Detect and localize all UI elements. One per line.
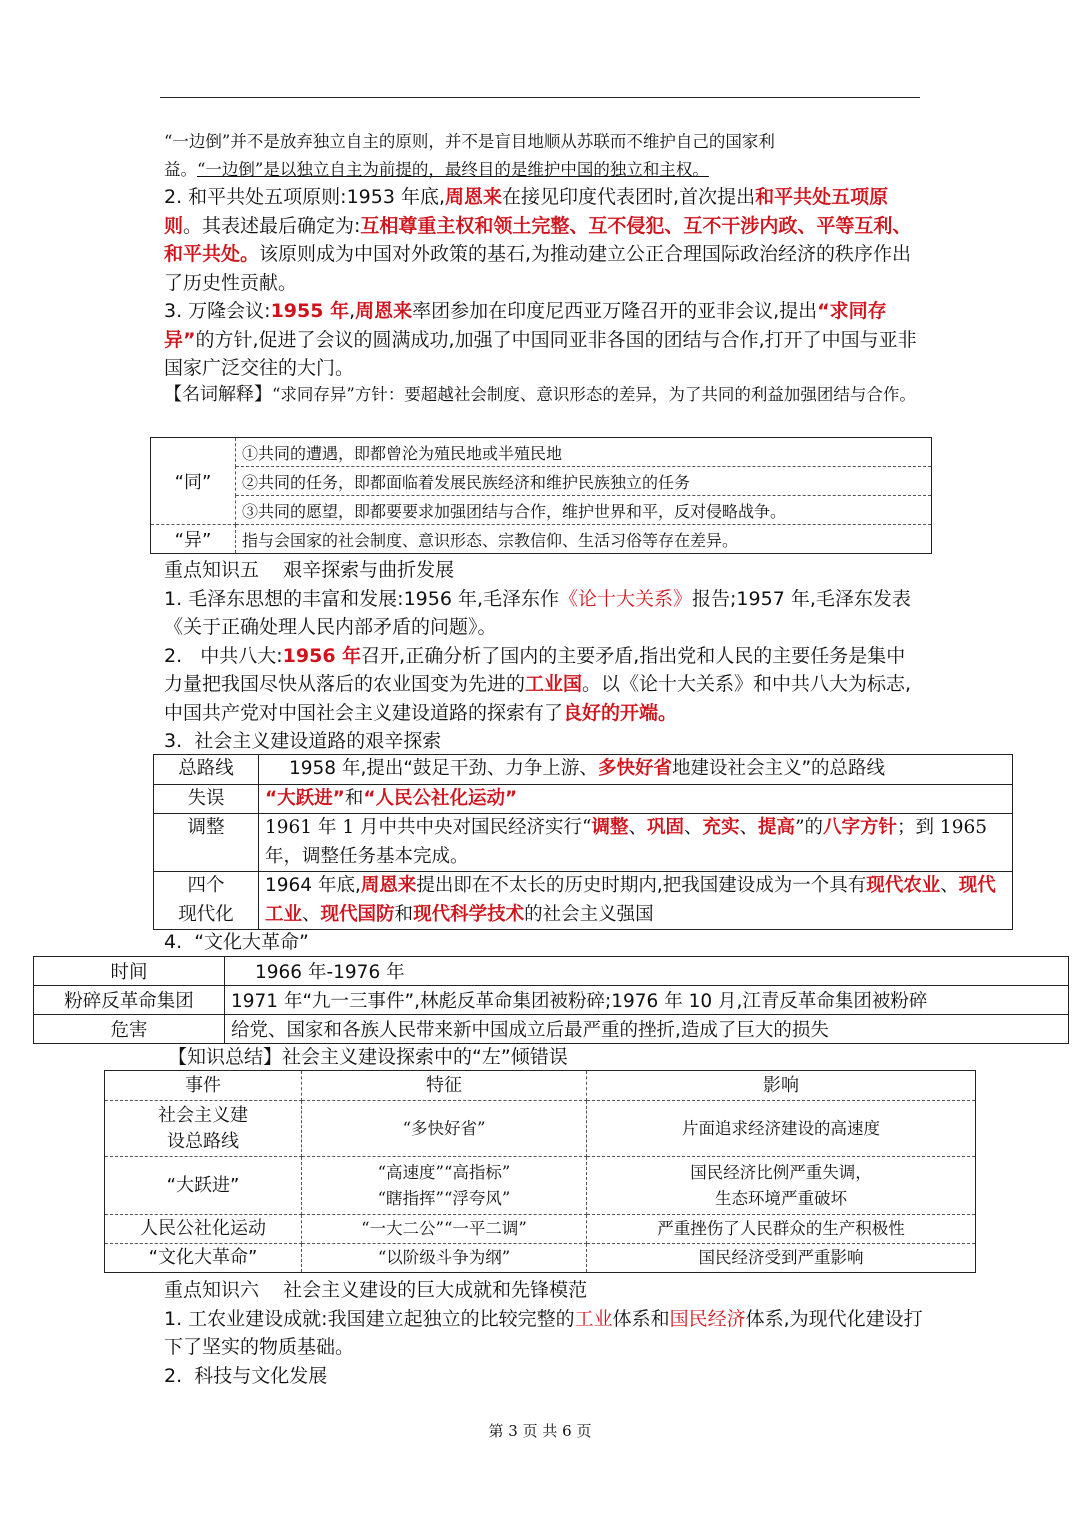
row-header: 时间 <box>34 957 225 986</box>
highlight: 周恩来 <box>360 875 417 896</box>
section-five <box>164 556 924 756</box>
highlight: 《论十大关系》 <box>559 587 693 610</box>
term-label: 【名词解释】 <box>164 384 272 405</box>
highlight: “求同存异” <box>164 300 887 351</box>
table-row <box>151 438 932 467</box>
text: “瞎指挥”“浮夸风” <box>377 1188 511 1208</box>
row-header <box>154 872 259 930</box>
table-row <box>154 784 1013 814</box>
highlight: 1955 年 <box>270 300 350 322</box>
text: 的社会主义强国 <box>524 903 654 925</box>
section-six <box>164 1276 924 1390</box>
table-cell <box>587 1157 976 1215</box>
cultural-revolution-table <box>33 956 1069 1044</box>
term-explanation <box>164 381 924 409</box>
text: 四个 <box>187 875 225 896</box>
text: 该原则成为中国对外政策的基石,为推动建立公正合理国际政治经济的秩序作出了历史性贡献。 <box>164 243 912 294</box>
highlight: 八字方针 <box>823 817 898 838</box>
table-row <box>151 467 932 496</box>
text: 2. 中共八大: <box>164 644 283 667</box>
text: , <box>349 300 356 322</box>
highlight: 和平共处五项原则 <box>164 186 889 237</box>
table-cell: “以阶级斗争为纲” <box>302 1244 587 1273</box>
table-cell: 1971 年“九一三事件”,林彪反革命集团被粉碎;1976 年 10 月,江青反革命集团被粉碎 <box>225 986 1069 1015</box>
table-cell: ③共同的愿望，即都要要求加强团结与合作，维护世界和平，反对侵略战争。 <box>236 496 932 525</box>
text: 3. 万隆会议: <box>164 300 271 322</box>
highlight: 现代工业 <box>265 875 996 925</box>
table-header-row <box>105 1071 976 1101</box>
table-row <box>151 525 932 554</box>
highlight: “大跃进” <box>265 787 345 809</box>
text: 、 <box>302 903 321 925</box>
text: 地建设社会主义”的总路线 <box>671 758 886 779</box>
text: 1964 年底, <box>265 875 361 896</box>
highlight: 互相尊重主权和领土完整、互不侵犯、互不干涉内政、平等互利、和平共处。 <box>164 214 912 265</box>
row-header: 粉碎反革命集团 <box>34 986 225 1015</box>
column-header: 影响 <box>587 1071 976 1101</box>
highlight: 提高 <box>758 817 796 838</box>
highlight: 多快好省 <box>597 758 672 779</box>
text: 生态环境严重破坏 <box>715 1188 847 1208</box>
table-row <box>34 957 1069 986</box>
text: 。以《论十大关系》和中共八大为标志,中国共产党对中国社会主义建设道路的探索有了 <box>164 673 912 724</box>
text: 社会主义建 <box>158 1104 248 1126</box>
yi-header: “异” <box>151 525 236 554</box>
text: 1. 毛泽东思想的丰富和发展:1956 年,毛泽东作 <box>164 587 560 610</box>
text: 报告;1957 年,毛泽东发表《关于正确处理人民内部矛盾的问题》。 <box>164 587 911 638</box>
section-five-title: 重点知识五 艰辛探索与曲折发展 <box>164 559 455 581</box>
text: 国民经济比例严重失调， <box>690 1162 872 1182</box>
text: 设总路线 <box>167 1130 239 1152</box>
text: 。其表述最后确定为: <box>183 214 361 237</box>
table-cell: “大跃进” <box>105 1157 302 1215</box>
table-cell: 严重挫伤了人民群众的生产积极性 <box>587 1215 976 1244</box>
table-row <box>105 1101 976 1157</box>
table-cell: “多快好省” <box>302 1101 587 1157</box>
table-row <box>151 496 932 525</box>
table-cell: ①共同的遭遇，即都曾沦为殖民地或半殖民地 <box>236 438 932 467</box>
text: ；到 1965 年，调整任务基本完成。 <box>265 817 988 867</box>
table-cell: 片面追求经济建设的高速度 <box>587 1101 976 1157</box>
left-errors-table <box>104 1070 976 1273</box>
table-row <box>34 986 1069 1015</box>
highlight: 工业 <box>574 1307 613 1330</box>
table-cell <box>302 1157 587 1215</box>
text: 在接见印度代表团时,首次提出 <box>502 186 756 208</box>
table-cell: 指与会国家的社会制度、意识形态、宗教信仰、生活习俗等存在差异。 <box>242 530 739 550</box>
highlight: 周恩来 <box>355 300 413 322</box>
exploration-table <box>153 754 1013 930</box>
text: 、 <box>940 875 959 896</box>
row-header: 危害 <box>34 1015 225 1044</box>
page-footer: 第 3 页 共 6 页 <box>488 1422 592 1440</box>
text: 的方针,促进了会议的圆满成功,加强了中国同亚非各国的团结与合作,打开了中国与亚非国家广泛交往的大门。 <box>164 328 917 379</box>
tong-header: “同” <box>151 438 236 525</box>
text: 体系和 <box>612 1307 670 1330</box>
term-text: “求同存异”方针：要超越社会制度、意识形态的差异，为了共同的利益加强团结与合作。 <box>272 385 916 404</box>
highlight: 良好的开端。 <box>563 701 678 724</box>
highlight: 1956 年 <box>282 644 362 667</box>
text: 现代化 <box>178 903 234 925</box>
column-header: 特征 <box>302 1071 587 1101</box>
table-cell: ②共同的任务，即都面临着发展民族经济和维护民族独立的任务 <box>236 467 932 496</box>
text: 、 <box>628 817 647 838</box>
text: 、 <box>739 817 759 838</box>
intro-line-1: “一边倒”并不是放弃独立自主的原则，并不是盲目地顺从苏联而不维护自己的国家利 <box>164 132 775 151</box>
table-cell: “文化大革命” <box>105 1244 302 1273</box>
text: 2. 和平共处五项原则:1953 年底, <box>164 186 446 208</box>
intro-line-2a: 益。 <box>164 160 197 179</box>
section-five-item-3: 3. 社会主义建设道路的艰辛探索 <box>164 730 442 752</box>
text: 体系,为现代化建设打下了坚实的物质基础。 <box>164 1307 923 1358</box>
table-cell: 国民经济受到严重影响 <box>587 1244 976 1273</box>
table-row <box>154 814 1013 872</box>
text: ”的 <box>795 817 824 838</box>
table-cell: 人民公社化运动 <box>105 1215 302 1244</box>
table-row <box>154 755 1013 785</box>
table-cell: 1966 年-1976 年 <box>225 957 1069 986</box>
text: 、 <box>684 817 703 838</box>
table-cell <box>259 872 1013 930</box>
highlight: 现代农业 <box>866 875 941 896</box>
text: 和 <box>394 903 414 925</box>
highlight: 工业国 <box>525 673 583 695</box>
section-six-item-2: 2. 科技与文化发展 <box>164 1364 328 1387</box>
table-cell: 给党、国家和各族人民带来新中国成立后最严重的挫折,造成了巨大的损失 <box>225 1015 1069 1044</box>
text: 率团参加在印度尼西亚万隆召开的亚非会议,提出 <box>412 300 818 322</box>
text: 1961 年 1 月中共中央对国民经济实行“ <box>265 817 592 838</box>
row-header: 调整 <box>154 814 259 872</box>
highlight: 现代科学技术 <box>413 903 525 925</box>
table-cell <box>259 784 1013 814</box>
highlight: 巩固 <box>646 817 684 838</box>
highlight: 周恩来 <box>445 186 503 208</box>
table-row <box>105 1244 976 1273</box>
column-header: 事件 <box>105 1071 302 1101</box>
table-cell <box>259 755 1013 785</box>
table-row <box>105 1215 976 1244</box>
row-header: 失误 <box>154 784 259 814</box>
table-cell <box>105 1101 302 1157</box>
table-cell <box>259 814 1013 872</box>
bandung-paragraph <box>164 297 924 383</box>
intro-paragraph <box>164 128 924 184</box>
text: 召开,正确分析了国内的主要矛盾,指出党和人民的主要任务是集中力量把我国尽快从落后的农业国变为先进的 <box>164 644 906 695</box>
row-header: 总路线 <box>154 755 259 785</box>
text: 1. 工农业建设成就:我国建立起独立的比较完整的 <box>164 1307 575 1330</box>
section-six-title: 重点知识六 社会主义建设的巨大成就和先锋模范 <box>164 1279 588 1301</box>
table-cell: “一大二公”“一平二调” <box>302 1215 587 1244</box>
cultural-revolution-title: 4. “文化大革命” <box>164 931 309 953</box>
highlight: “人民公社化运动” <box>363 787 518 809</box>
table-row <box>34 1015 1069 1044</box>
intro-line-2b: “一边倒”是以独立自主为前提的，最终目的是维护中国的独立和主权。 <box>197 160 709 179</box>
summary-title: 【知识总结】社会主义建设探索中的“左”倾错误 <box>168 1046 568 1068</box>
highlight: 调整 <box>591 817 629 838</box>
tong-yi-table <box>150 437 932 554</box>
text: 和 <box>344 787 364 809</box>
text: 提出即在不太长的历史时期内,把我国建设成为一个具有 <box>416 875 867 896</box>
text: “高速度”“高指标” <box>377 1162 511 1182</box>
header-rule <box>160 97 920 98</box>
table-row <box>154 872 1013 930</box>
highlight: 充实 <box>702 817 740 838</box>
table-row <box>105 1157 976 1215</box>
text: 1958 年,提出“鼓足干劲、力争上游、 <box>289 758 598 779</box>
highlight: 现代国防 <box>320 903 395 925</box>
peaceful-coexistence-paragraph <box>164 183 924 297</box>
highlight: 国民经济 <box>669 1307 746 1330</box>
